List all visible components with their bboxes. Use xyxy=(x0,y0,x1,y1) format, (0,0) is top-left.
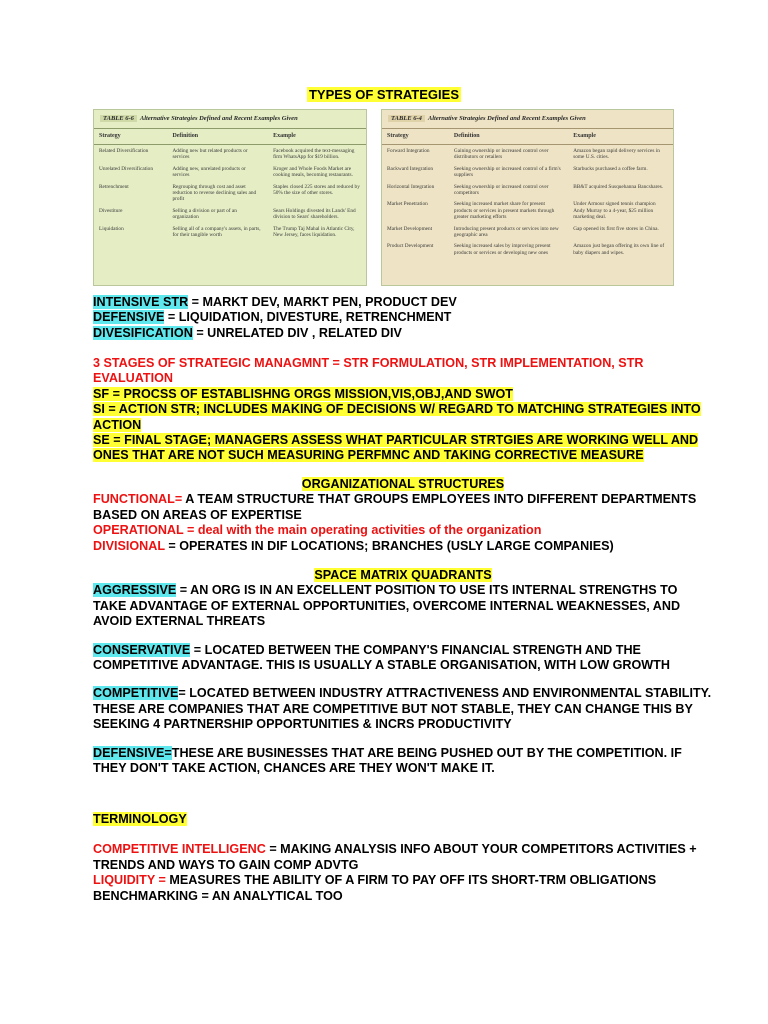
table-cell: Amazon began rapid delivery services in some U.S. cities. xyxy=(573,148,660,161)
table-caption: TABLE 6-4 Alternative Strategies Defined and Recent Examples Given xyxy=(382,110,673,122)
table-header-row xyxy=(382,129,673,145)
table-row xyxy=(94,163,366,181)
table-row xyxy=(94,145,366,163)
table-row xyxy=(94,205,366,223)
table-cell: Amazon just began offering its own line of baby diapers and wipes. xyxy=(573,243,665,256)
strategy-definitions xyxy=(93,295,713,341)
org-line: FUNCTIONAL= A TEAM STRUCTURE THAT GROUPS EMPLOYEES INTO DIFFERENT DEPARTMENTS BASED ON AREAS OF EXPERTISE xyxy=(93,492,697,522)
table-cell: Staples closed 225 stores and reduced by 50% the size of other stores. xyxy=(273,183,360,197)
stages-heading: 3 STAGES OF STRATEGIC MANAGMNT = STR FORMULATION, STR IMPLEMENTATION, STR EVALUATION xyxy=(93,356,644,386)
term-line: COMPETITIVE INTELLIGENC = MAKING ANALYSIS INFO ABOUT YOUR COMPETITORS ACTIVITIES + TRENDS AND WAYS TO GAIN COMP ADVTG xyxy=(93,842,697,872)
table-cell: BB&T acquired Susquehanna Bancshares. xyxy=(573,183,664,190)
table-cell: Selling all of a company's assets, in parts, for their tangible worth xyxy=(172,225,261,239)
quadrant-line: COMPETITIVE= LOCATED BETWEEN INDUSTRY ATTRACTIVENESS AND ENVIRONMENTAL STABILITY. THESE ARE COMPANIES THAT ARE COMPETITIVE BUT NOT STABLE, THEY CAN CHANGE THIS BY SEEKING 4 PARTNERSHIP OPPORTUNITIES & INCRS PRODUCTIVITY xyxy=(93,686,712,732)
table-image-left xyxy=(93,109,367,286)
table-cell: Product Development xyxy=(387,243,434,250)
header-cell: Definition xyxy=(167,129,268,145)
header-cell: Example xyxy=(568,129,673,145)
org-line: OPERATIONAL = deal with the main operating activities of the organization xyxy=(93,523,542,538)
terminology xyxy=(93,812,713,904)
table-cell: Selling a division or part of an organization xyxy=(172,207,237,221)
strategies-table-right xyxy=(382,128,673,258)
table-row xyxy=(382,198,673,222)
header-cell: Strategy xyxy=(382,129,449,145)
table-cell: Unrelated Diversification xyxy=(99,165,153,172)
header-cell: Definition xyxy=(449,129,568,145)
table-cell: Adding new but related products or services xyxy=(172,148,248,161)
table-row xyxy=(382,240,673,258)
table-image-right xyxy=(381,109,674,286)
stage-line: SF = PROCSS OF ESTABLISHNG ORGS MISSION,VIS,OBJ,AND SWOT xyxy=(93,386,513,401)
table-cell: Facebook acquired the text-messaging firm WhatsApp for $19 billion. xyxy=(273,148,355,161)
definition-line: DIVESIFICATION = UNRELATED DIV , RELATED DIV xyxy=(93,325,402,340)
table-cell: Kroger and Whole Foods Market are cooking meals, becoming restaurants. xyxy=(273,165,353,179)
table-cell: Under Armour signed tennis champion Andy Murray to a 4-year, $25 million marketing deal. xyxy=(573,201,656,221)
table-cell: Regrouping through cost and asset reduction to reverse declining sales and profit xyxy=(172,183,257,203)
page-title: TYPES OF STRATEGIES xyxy=(308,87,459,102)
quadrant-line: CONSERVATIVE = LOCATED BETWEEN THE COMPANY'S FINANCIAL STRENGTH AND THE COMPETITIVE ADVANTAGE. THIS IS USUALLY A STABLE ORGANISATION, WITH LOW GROWTH xyxy=(93,642,670,673)
table-row xyxy=(94,181,366,205)
table-caption: TABLE 6-6 Alternative Strategies Defined and Recent Examples Given xyxy=(94,110,366,122)
table-cell: Sears Holdings divested its Lands' End division to Sears' shareholders. xyxy=(273,207,356,221)
table-row xyxy=(382,145,673,163)
table-cell: Backward Integration xyxy=(387,165,434,172)
table-cell: Horizontal Integration xyxy=(387,183,435,190)
table-row xyxy=(382,181,673,199)
table-cell: Gap opened its first five stores in China. xyxy=(573,225,659,232)
stage-line: SI = ACTION STR; INCLUDES MAKING OF DECISIONS W/ REGARD TO MATCHING STRATEGIES INTO ACTION xyxy=(93,402,701,432)
stage-line: SE = FINAL STAGE; MANAGERS ASSESS WHAT PARTICULAR STRTGIES ARE WORKING WELL AND ONES THAT ARE NOT SUCH MEASURING PERFMNC AND TAKING CORRECTIVE MEASURE xyxy=(93,433,699,463)
table-cell: Adding new, unrelated products or services xyxy=(172,165,246,179)
header-cell: Strategy xyxy=(94,129,167,145)
table-cell: Seeking increased sales by improving present products or services or developing new ones xyxy=(453,243,551,256)
strategic-management-stages xyxy=(93,356,713,464)
table-row xyxy=(94,223,366,241)
table-cell: Forward Integration xyxy=(387,148,430,154)
table-row xyxy=(382,163,673,181)
strategies-table-left xyxy=(94,128,366,240)
definition-line: DEFENSIVE = LIQUIDATION, DIVESTURE, RETRENCHMENT xyxy=(93,310,452,325)
org-line: DIVISIONAL = OPERATES IN DIF LOCATIONS; BRANCHES (USLY LARGE COMPANIES) xyxy=(93,538,614,553)
term-line: LIQUIDITY = MEASURES THE ABILITY OF A FIRM TO PAY OFF ITS SHORT-TRM OBLIGATIONS xyxy=(93,873,657,888)
table-cell: Seeking ownership or increased control over competitors xyxy=(453,183,549,197)
org-heading: ORGANIZATIONAL STRUCTURES xyxy=(301,477,505,491)
space-heading: SPACE MATRIX QUADRANTS xyxy=(314,568,492,582)
table-cell: Market Penetration xyxy=(387,201,428,208)
table-header-row xyxy=(94,129,366,145)
table-cell: Introducing present products or services into new geographic area xyxy=(453,225,559,239)
table-cell: Starbucks purchased a coffee farm. xyxy=(573,165,648,172)
quadrant-line: AGGRESSIVE = AN ORG IS IN AN EXCELLENT POSITION TO USE ITS INTERNAL STRENGTHS TO TAKE ADVANTAGE OF EXTERNAL OPPORTUNITIES, OVERCOME INTERNAL WEAKNESSES, AND AVOID EXTERNAL THREATS xyxy=(93,583,681,629)
term-line: BENCHMARKING = AN ANALYTICAL TOO xyxy=(93,888,343,903)
organizational-structures xyxy=(93,477,713,554)
definition-line: INTENSIVE STR = MARKT DEV, MARKT PEN, PRODUCT DEV xyxy=(93,295,457,309)
table-cell: Divestiture xyxy=(99,207,123,214)
table-cell: Liquidation xyxy=(99,225,124,232)
terminology-heading: TERMINOLOGY xyxy=(93,812,187,826)
space-matrix-quadrants xyxy=(93,568,713,776)
table-cell: Market Development xyxy=(387,225,433,232)
table-cell: Related Diversification xyxy=(99,148,149,154)
header-cell: Example xyxy=(268,129,366,145)
table-cell: Seeking ownership or increased control of a firm's suppliers xyxy=(453,165,561,179)
table-cell: Gaining ownership or increased control over distributors or retailers xyxy=(453,148,549,161)
table-cell: The Trump Taj Mahal in Atlantic City, New Jersey, faces liquidation. xyxy=(273,225,355,239)
table-cell: Retrenchment xyxy=(99,183,129,190)
table-row xyxy=(382,223,673,241)
quadrant-line: DEFENSIVE=THESE ARE BUSINESSES THAT ARE BEING PUSHED OUT BY THE COMPETITION. IF THEY DON'T TAKE ACTION, CHANCES ARE THEY WON'T MAKE IT. xyxy=(93,745,682,776)
table-cell: Seeking increased market share for present products or services in present markets through greater marketing efforts xyxy=(453,201,555,221)
